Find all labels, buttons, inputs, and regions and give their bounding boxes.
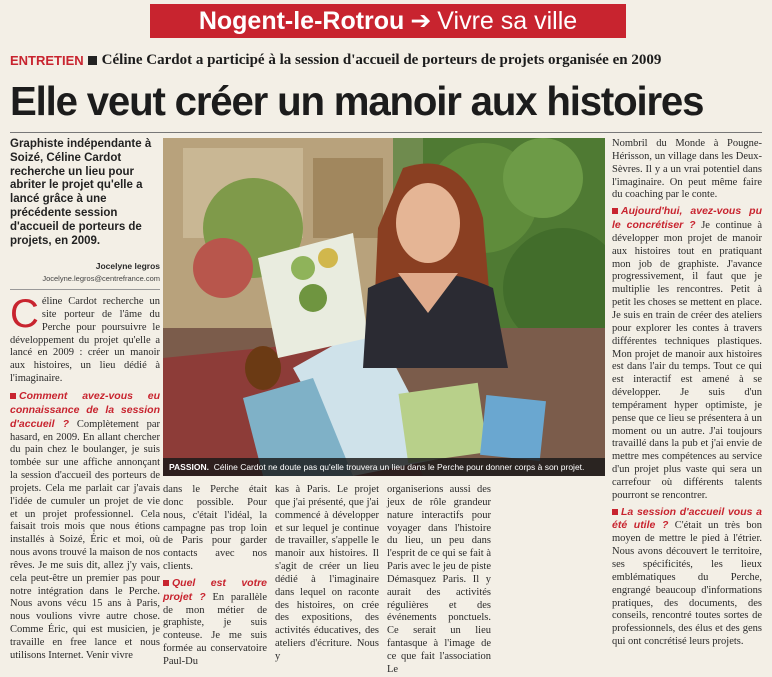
headline: Elle veut créer un manoir aux histoires — [10, 78, 704, 124]
caption-label: PASSION. — [169, 462, 209, 472]
square-bullet-icon — [88, 56, 97, 65]
arrow-right-icon: ➔ — [410, 7, 432, 35]
answer-2-text: En parallèle de mon métier de graphiste, je suis conteuse. Je me suis formée au conservatoire Paul-Du — [163, 591, 268, 667]
question-4-text: La session d'accueil vous a été utile ? — [612, 505, 762, 532]
photo-caption — [163, 458, 605, 476]
article-column-5 — [612, 138, 762, 649]
section-banner — [0, 0, 772, 44]
opening-paragraph — [10, 292, 160, 386]
divider — [10, 132, 762, 133]
photo-illustration — [163, 138, 605, 476]
byline-email: Jocelyne.legros@centrefrance.com — [42, 274, 160, 284]
answer-1-continued: dans le Perche était donc possible. Pour nous, c'était l'idéal, la campagne pas trop loin de Paris pour garder contacts avec nos clients. — [163, 484, 267, 573]
caption-text: Céline Cardot ne doute pas qu'elle trouvera un lieu dans le Perche pour donner corps à son projet. — [213, 462, 585, 472]
square-bullet-icon — [612, 509, 618, 515]
byline-author: Jocelyne legros — [95, 261, 160, 272]
kicker-text: Céline Cardot a participé à la session d'accueil de porteurs de projets organisée en 2009 — [101, 51, 662, 68]
square-bullet-icon — [163, 580, 169, 586]
answer-4-text: C'était un très bon moyen de mettre le pied à l'étrier. Nous avons découvert le territoire, ses spécificités, les lieux emblématiques du Perche, engrangé beaucoup d'informations pratiques, des documents, des conseils, rencontré toutes sortes de professionnels, des élus et des gens qui ont concrétisé leurs projets. — [612, 520, 762, 648]
article-column-2 — [163, 484, 267, 669]
answer-3-text: Je continue à développer mon projet de manoir aux histoires tout en pratiquant mon job de graphiste. J'avance progressivement, il faut que je multiplie les rencontres. Petit à petit les choses se mettent en place. Je suis en train de créer des ateliers pour explorer les contes à travers différentes techniques plastiques. Mon projet de manoir aux histoires est dans l'air du temps. Tout ce qui est interactif est amené à se développer. Je suis d'un tempérament hyper optimiste, je pense que ce lieu se présentera à un moment ou un autre. J'ai toujours travaillé dans la pub et j'ai envie de mettre mes compétences au service d'un projet plus vaste qui sera un carrefour où différents talents pourront se rencontrer. — [612, 220, 763, 501]
column-4-text: organiserions aussi des jeux de rôle grandeur nature interactifs pour voyager dans l'histoire du lieu, un peu dans l'esprit de ce qui se fait à Paris avec le jeu de piste Démasquez Paris. Il y aurait des activités régulières et des événements ponctuels. Ce serait un lieu fantasque à l'image de ce que fait l'association Le — [387, 484, 491, 675]
question-1-text: Comment avez-vous eu connaissance de la session d'accueil ? — [10, 389, 160, 430]
article-column-3 — [275, 484, 379, 664]
drop-cap: C — [10, 292, 39, 337]
question-4 — [612, 506, 762, 649]
byline-divider — [10, 289, 160, 290]
article-column-4 — [387, 484, 491, 677]
banner-title — [150, 4, 626, 38]
column-3-text: kas à Paris. Le projet que j'ai présenté, que j'ai commencé à développer et sur lequel je continue de travailler, s'appelle le manoir aux histoires. Il s'agit de créer un lieu dédié à l'imaginaire dans lequel on raconte des histoires, on crée des expositions, des activités éducatives, des ateliers d'écriture. Nous y — [275, 484, 379, 662]
kicker-label: ENTRETIEN — [10, 52, 84, 68]
opening-text: éline Cardot recherche un site porteur de l'âme du Perche pour poursuivre le développement du projet qu'elle a lancé en 2009 : créer un manoir aux histoires, un lieu dédié à l'imaginaire. — [10, 296, 160, 385]
question-3-text: Aujourd'hui, avez-vous pu le concrétiser ? — [612, 205, 762, 232]
intro-lede: Graphiste indépendante à Soizé, Céline Cardot recherche un lieu pour abriter le projet qu'elle a lancé grâce à une précédente session d'accueil de porteurs de projets, en 2009. — [10, 138, 152, 247]
question-1 — [10, 390, 160, 663]
article-column-1 — [10, 138, 160, 663]
banner-section: Nogent-le-Rotrou — [198, 6, 405, 35]
question-2 — [163, 577, 267, 669]
kicker — [10, 50, 762, 70]
square-bullet-icon — [612, 208, 618, 214]
photo-celine-cardot — [163, 138, 605, 476]
question-3 — [612, 205, 762, 502]
question-2-text: Quel est votre projet ? — [163, 576, 267, 603]
banner-subsection: Vivre sa ville — [437, 6, 578, 35]
answer-1-text: Complètement par hasard, en 2009. En allant chercher du pain chez le boulanger, je suis tombée sur une affiche annonçant la session d'accueil des porteurs de projets. Cela me parlait car j'avais l'idée de cumuler un projet de vie et un projet professionnel. Cela faisait trois mois que nous étions installés à Soizé, Éric et moi, où nous avons trouvé la maison de nos rêves. Je me suis dit, allez j'y vais, cela peut-être un premier pas pour notre intégration dans le Perche. Nous avons vécu 15 ans à Paris, nous voulions vivre autre chose. Comme Éric, qui est musicien, je travaille en free lance et nous utilisons Internet. Venir vivre — [10, 418, 160, 661]
column-5-text: Nombril du Monde à Pougne-Hérisson, un village dans les Deux-Sèvres. Il y a un vrai potentiel dans l'imaginaire. On peut même faire du coaching par le conte. — [612, 138, 762, 201]
square-bullet-icon — [10, 393, 16, 399]
